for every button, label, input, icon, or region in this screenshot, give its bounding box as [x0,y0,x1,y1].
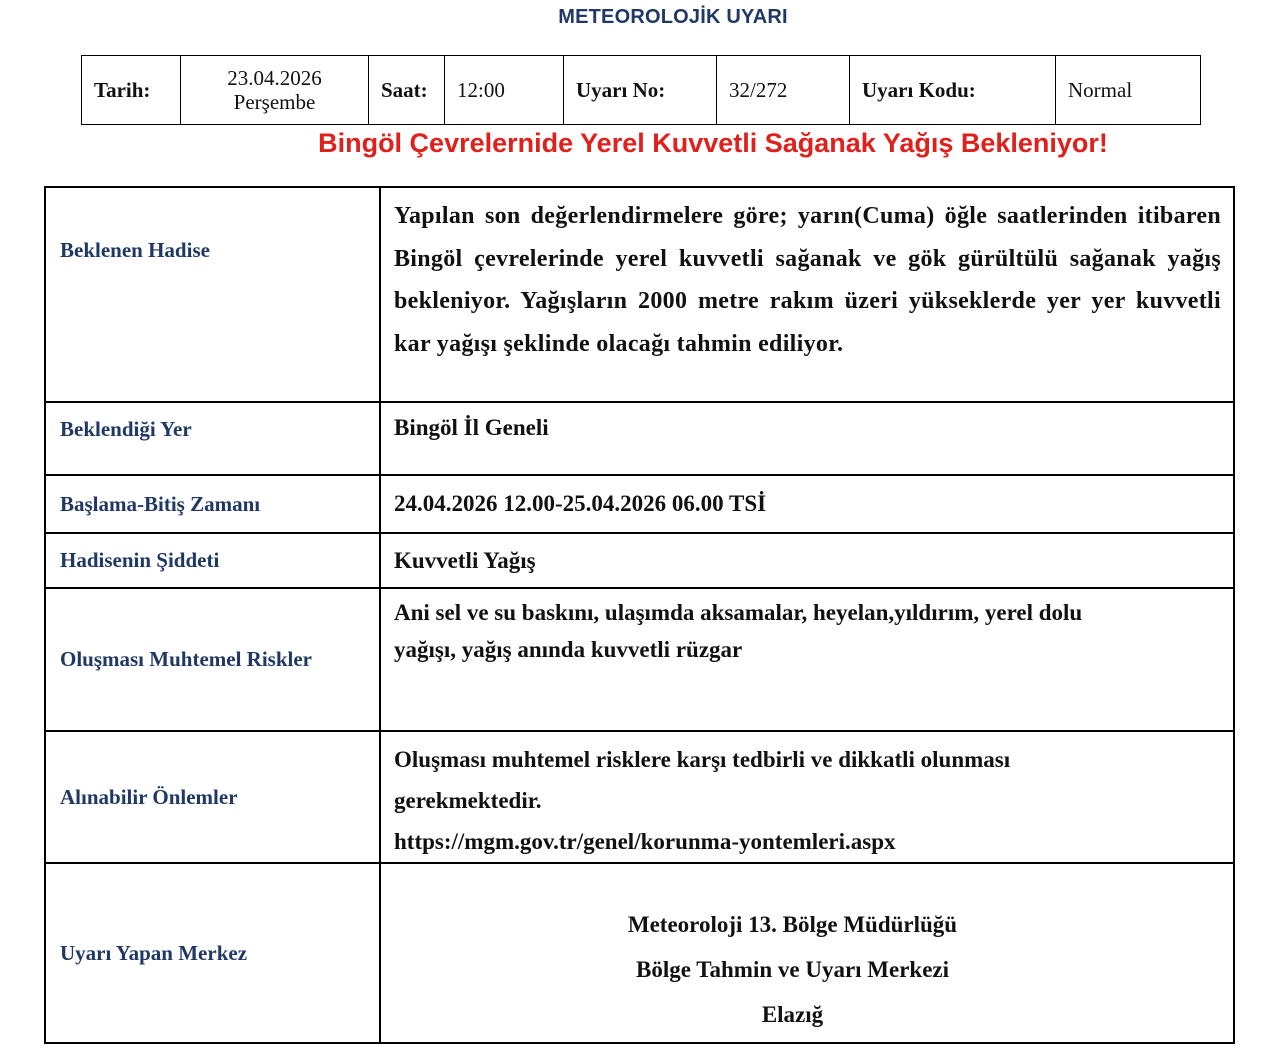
possible-risks-value-cell [380,588,1234,731]
possible-risks-line-1: Ani sel ve su baskını, ulaşımda aksamalar, heyelan,yıldırım, yerel dolu [394,600,1083,625]
table-row [45,863,1234,1043]
precautions-link[interactable]: https://mgm.gov.tr/genel/korunma-yontemleri.aspx [394,829,896,854]
warning-no-value: 32/272 [717,56,850,125]
time-label: Saat: [369,56,445,125]
expected-event-value: Yapılan son değerlendirmelere göre; yarın(Cuma) öğle saatlerinden itibaren Bingöl çevrelerinde yerel kuvvetli sağanak ve gök gürültülü sağanak yağış bekleniyor. Yağışların 2000 metre rakım üzeri yükseklerde yer yer kuvvetli kar yağışı şeklinde olacağı tahmin ediliyor. [394,203,1221,357]
precautions-value-cell [380,731,1234,863]
table-row [45,588,1234,731]
precautions-line-1: Oluşması muhtemel risklere karşı tedbirli ve dikkatli olunması [394,747,1011,772]
issuing-center-label: Uyarı Yapan Merkez [45,863,380,1043]
info-header-table [81,55,1201,125]
document-title: METEOROLOJİK UYARI [558,6,788,28]
precautions-line-2: gerekmektedir. [394,788,542,813]
warning-code-value: Normal [1056,56,1201,125]
severity-value: Kuvvetli Yağış [394,547,536,573]
date-label: Tarih: [82,56,181,125]
expected-place-value-cell [380,402,1234,475]
table-row [45,402,1234,475]
expected-place-label: Beklendiği Yer [45,402,380,475]
precautions-value [394,732,1221,862]
possible-risks-value [394,589,1221,668]
expected-event-label: Beklenen Hadise [45,187,380,402]
possible-risks-label: Oluşması Muhtemel Riskler [45,588,380,731]
warning-detail-table [44,186,1235,1044]
table-row [45,533,1234,588]
issuing-center-value [394,864,1221,1037]
day-value: Perşembe [233,90,316,114]
issuing-center-line-3: Elazığ [761,1002,824,1027]
table-row [45,731,1234,863]
time-value: 12:00 [445,56,564,125]
warning-code-label: Uyarı Kodu: [850,56,1056,125]
start-end-time-value-cell [380,475,1234,533]
start-end-time-value: 24.04.2026 12.00-25.04.2026 06.00 TSİ [394,491,767,516]
date-value-cell [181,56,369,125]
warning-no-label: Uyarı No: [564,56,717,125]
possible-risks-line-2: yağışı, yağış anında kuvvetli rüzgar [394,637,743,662]
expected-event-value-cell [380,187,1234,402]
table-row [45,475,1234,533]
issuing-center-value-cell [380,863,1234,1043]
severity-label: Hadisenin Şiddeti [45,533,380,588]
start-end-time-label: Başlama-Bitiş Zamanı [45,475,380,533]
date-value: 23.04.2026 [227,66,322,90]
severity-value-cell [380,533,1234,588]
warning-headline: Bingöl Çevrelernide Yerel Kuvvetli Sağanak Yağış Bekleniyor! [318,128,1108,158]
expected-place-value: Bingöl İl Geneli [394,415,549,440]
precautions-label: Alınabilir Önlemler [45,731,380,863]
issuing-center-line-1: Meteoroloji 13. Bölge Müdürlüğü [627,912,958,937]
issuing-center-line-2: Bölge Tahmin ve Uyarı Merkezi [635,957,950,982]
table-row [45,187,1234,402]
